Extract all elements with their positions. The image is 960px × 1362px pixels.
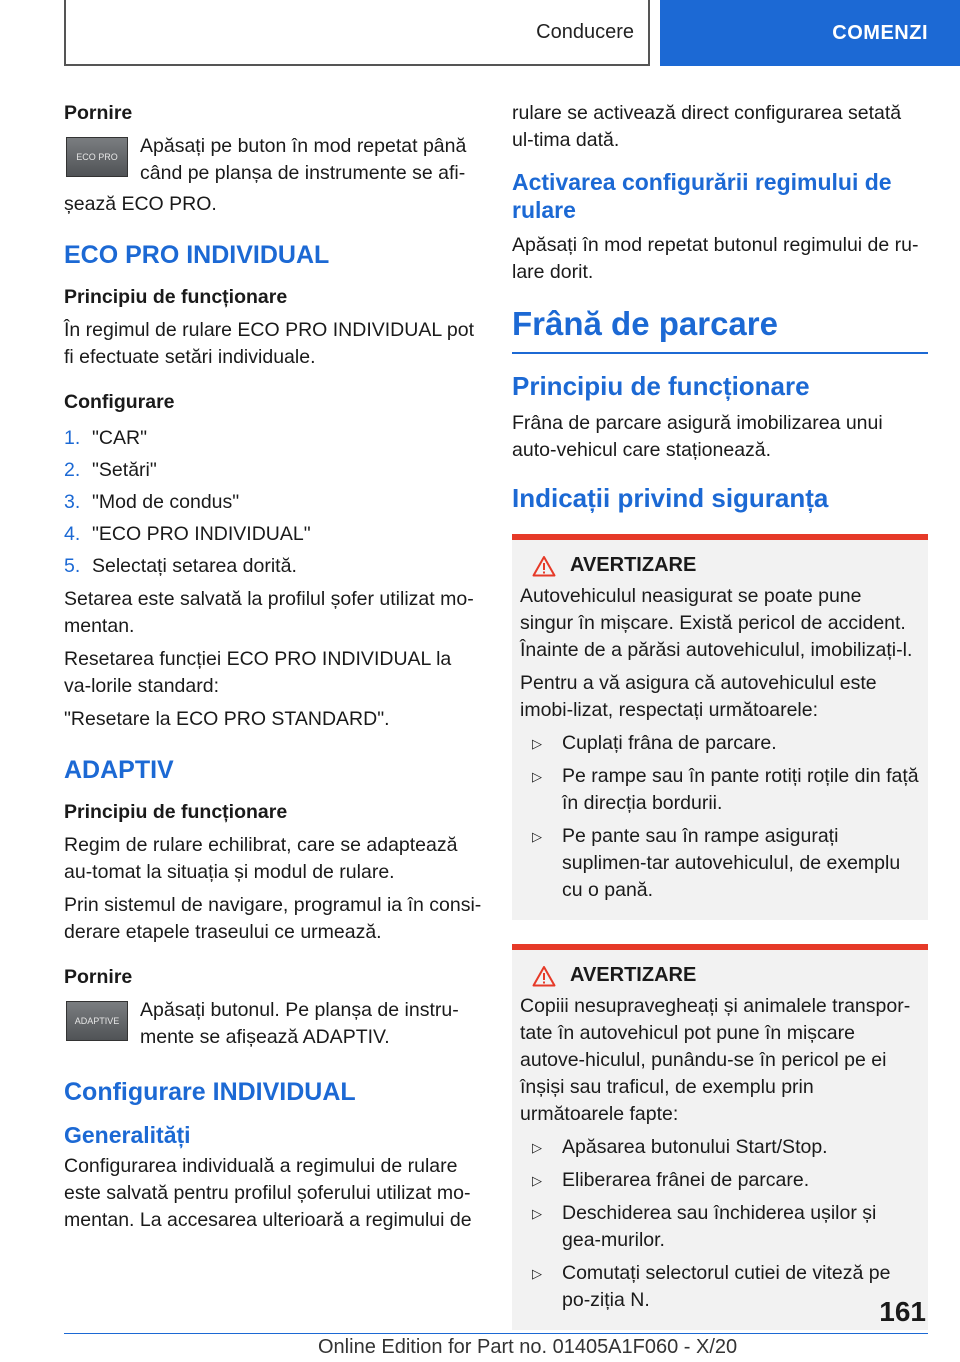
list-item <box>520 1200 920 1254</box>
list-item <box>520 1134 920 1161</box>
footer-rule <box>64 1333 928 1334</box>
triangle-right-outline-icon: ▷ <box>532 1206 542 1221</box>
bullet-text: Pe rampe sau în pante rotiți roțile din față în direcția bordurii. <box>562 765 919 814</box>
principiu-heading: Principiu de funcționare <box>64 286 288 308</box>
list-item <box>520 1260 920 1314</box>
list-item <box>64 518 482 550</box>
pornire-text: Apăsați pe buton în mod repetat până când pe planșa de instrumente se afi- <box>140 135 467 184</box>
frana-de-parcare-heading: Frână de parcare <box>512 305 778 342</box>
config-steps-list <box>64 422 482 582</box>
activare-text: Apăsați în mod repetat butonul regimului de ru-lare dorit. <box>512 234 919 283</box>
triangle-right-outline-icon: ▷ <box>532 736 542 751</box>
warning-text: Pentru a vă asigura că autovehiculul este imobi-lizat, respectați următoarele: <box>520 672 877 721</box>
warning-box <box>512 534 928 920</box>
step-number: 5. <box>64 555 81 577</box>
list-item <box>520 1167 920 1194</box>
list-item <box>64 422 482 454</box>
configurare-heading: Configurare <box>64 391 175 413</box>
adaptive-instruction <box>64 997 482 1051</box>
triangle-right-outline-icon: ▷ <box>532 1140 542 1155</box>
warning-triangle-icon <box>532 965 556 987</box>
adaptiv-text-2: Prin sistemul de navigare, programul ia în consi-derare etapele traseului ce urmează. <box>64 894 482 943</box>
adaptiv-text-1: Regim de rulare echilibrat, care se adaptează au-tomat la situația și modul de rulare. <box>64 834 458 883</box>
principiu-text: Frâna de parcare asigură imobilizarea unui auto-vehicul care staționează. <box>512 412 883 461</box>
bullet-text: Eliberarea frânei de parcare. <box>562 1169 810 1191</box>
list-item <box>64 486 482 518</box>
heading-rule <box>512 352 928 354</box>
eco-pro-individual-heading: ECO PRO INDIVIDUAL <box>64 241 330 269</box>
adaptiv-heading: ADAPTIV <box>64 756 174 784</box>
pornire-text: Apăsați butonul. Pe planșa de instru-mente se afișează ADAPTIV. <box>140 999 459 1048</box>
eco-pro-button-image: ECO PRO <box>66 137 128 177</box>
reset-command: "Resetare la ECO PRO STANDARD". <box>64 708 390 730</box>
activare-heading: Activarea configurării regimului de rulare <box>512 169 892 223</box>
configurare-individual-heading: Configurare INDIVIDUAL <box>64 1078 356 1106</box>
footer-edition: Online Edition for Part no. 01405A1F060 - X/20 <box>318 1336 738 1358</box>
pornire-text-cont: șează ECO PRO. <box>64 193 217 215</box>
warning-text: Copiii nesupravegheați și animalele transpor-tate în autovehicul pot pune în mișcare autove-hiculul, punându-se în pericol pe ei înșiși sau traficul, de exemplu prin următoarele fapte: <box>520 995 911 1125</box>
pornire-heading: Pornire <box>64 966 133 988</box>
header-active-label: COMENZI <box>832 21 928 44</box>
principiu-heading: Principiu de funcționare <box>64 801 288 823</box>
warning-box <box>512 944 928 1330</box>
step-number: 2. <box>64 459 81 481</box>
bullet-text: Comutați selectorul cutiei de viteză pe po-ziția N. <box>562 1262 891 1311</box>
adaptive-button-image: ADAPTIVE <box>66 1001 128 1041</box>
step-text: "ECO PRO INDIVIDUAL" <box>92 523 311 545</box>
pornire-heading: Pornire <box>64 102 133 124</box>
step-text: "Setări" <box>92 459 157 481</box>
continuation-text: rulare se activează direct configurarea setată ul-tima dată. <box>512 102 902 151</box>
principiu-text: În regimul de rulare ECO PRO INDIVIDUAL pot fi efectuate setări individuale. <box>64 319 475 368</box>
step-number: 1. <box>64 427 81 449</box>
list-item <box>520 730 920 757</box>
bullet-text: Apăsarea butonului Start/Stop. <box>562 1136 828 1158</box>
eco-pro-instruction <box>64 133 482 187</box>
triangle-right-outline-icon: ▷ <box>532 769 542 784</box>
warning-header <box>520 554 920 577</box>
list-item <box>64 454 482 486</box>
header-section-tab[interactable] <box>64 0 650 66</box>
bullet-text: Cuplați frâna de parcare. <box>562 732 777 754</box>
warning-title: AVERTIZARE <box>570 554 697 576</box>
step-number: 3. <box>64 491 81 513</box>
step-text: "CAR" <box>92 427 148 449</box>
warning-text: Autovehiculul neasigurat se poate pune singur în mișcare. Există pericol de accident. Înainte de a părăsi autovehiculul, imobilizați-l. <box>520 585 913 661</box>
indicatii-heading: Indicații privind siguranța <box>512 483 829 513</box>
bullet-text: Deschiderea sau închiderea ușilor și gea-murilor. <box>562 1202 877 1251</box>
list-item <box>520 823 920 904</box>
page-number: 161 <box>879 1296 926 1327</box>
reset-text: Resetarea funcției ECO PRO INDIVIDUAL la va-lorile standard: <box>64 648 452 697</box>
principiu-heading: Principiu de funcționare <box>512 371 810 401</box>
header-section-label: Conducere <box>536 20 634 43</box>
step-text: "Mod de condus" <box>92 491 240 513</box>
list-item <box>520 763 920 817</box>
right-column <box>512 100 928 1354</box>
triangle-right-outline-icon: ▷ <box>532 829 542 844</box>
warning-triangle-icon <box>532 555 556 577</box>
step-text: Selectați setarea dorită. <box>92 555 297 577</box>
bullet-text: Pe pante sau în rampe asigurați suplimen-tar autovehiculul, de exemplu cu o pană. <box>562 825 901 901</box>
generalitati-text: Configurarea individuală a regimului de rulare este salvată pentru profilul șoferului utilizat mo-mentan. La accesarea ulterioară a regimului de <box>64 1155 472 1231</box>
saved-text: Setarea este salvată la profilul șofer utilizat mo-mentan. <box>64 588 474 637</box>
list-item <box>64 550 482 582</box>
triangle-right-outline-icon: ▷ <box>532 1173 542 1188</box>
header-active-tab[interactable] <box>660 0 960 66</box>
page-header <box>64 0 960 66</box>
warning-title: AVERTIZARE <box>570 964 697 986</box>
warning-header <box>520 964 920 987</box>
step-number: 4. <box>64 523 81 545</box>
generalitati-heading: Generalități <box>64 1122 191 1148</box>
left-column <box>64 100 482 1240</box>
triangle-right-outline-icon: ▷ <box>532 1266 542 1281</box>
